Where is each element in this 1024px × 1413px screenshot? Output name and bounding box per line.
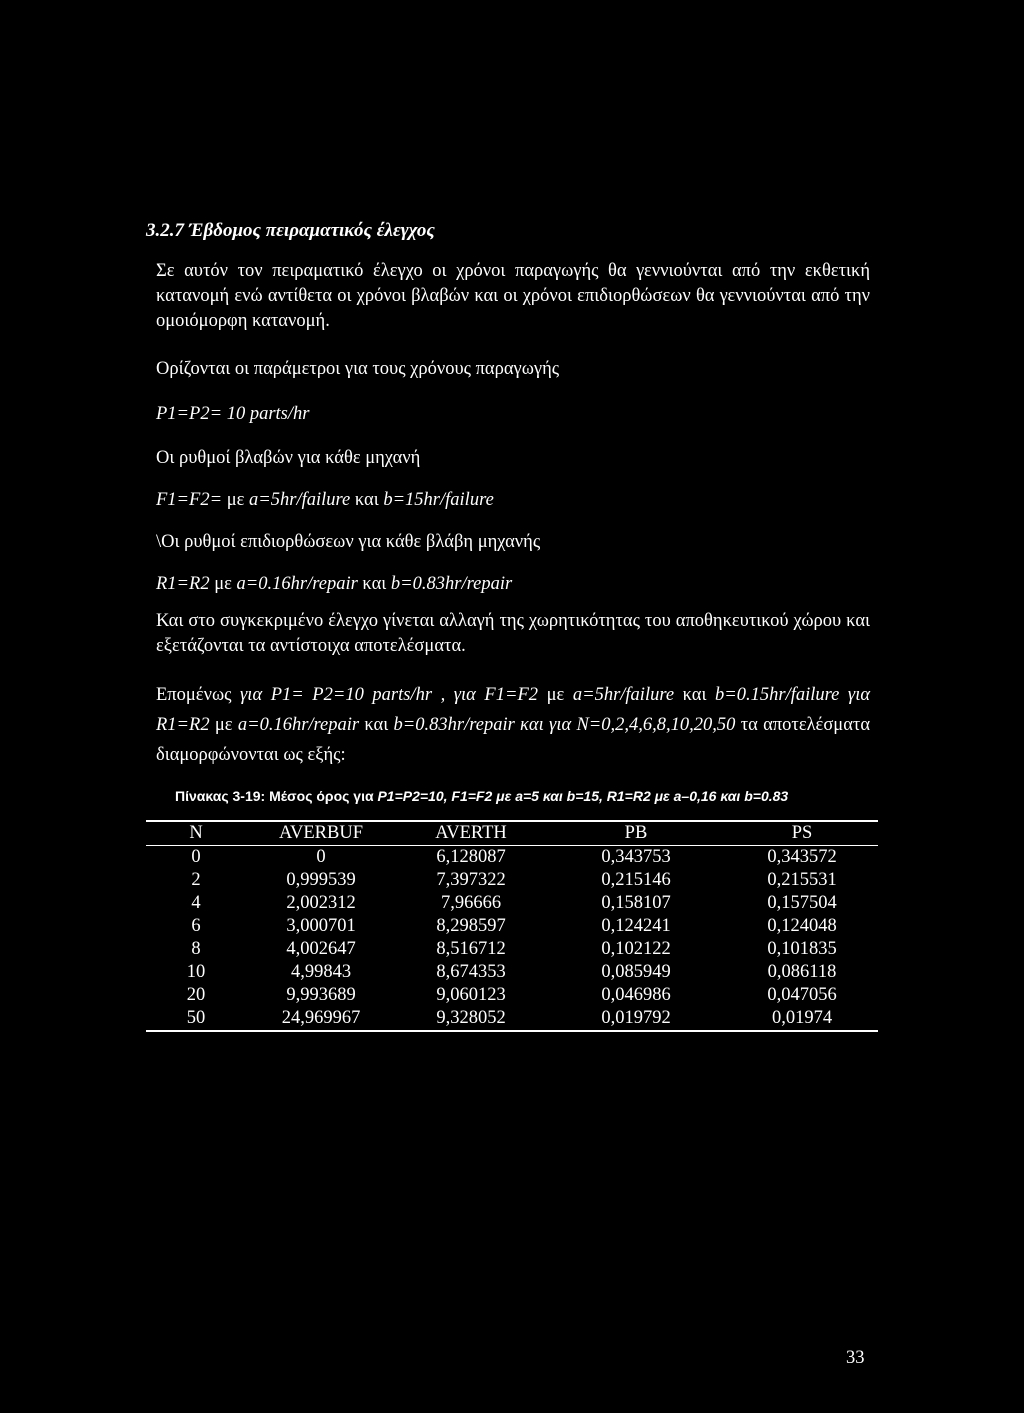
cell-averth: 9,060123 [436, 985, 506, 1005]
cell-averth: 8,516712 [436, 939, 506, 959]
failure-rates-lhs: F1=F2= [156, 490, 223, 510]
cell-pb: 0,046986 [601, 985, 671, 1005]
cell-ps: 0,343572 [767, 847, 837, 867]
cell-n: 2 [191, 870, 201, 890]
cell-ps: 0,124048 [767, 916, 837, 936]
table-row [146, 915, 878, 938]
failure-rates-intro: Οι ρυθμοί βλαβών για κάθε μηχανή [156, 448, 421, 468]
cell-averbuf: 9,993689 [286, 985, 356, 1005]
cell-averbuf: 0 [316, 847, 326, 867]
table-row [146, 938, 878, 961]
table-row [146, 846, 878, 870]
table-row [146, 961, 878, 984]
summary-part-11: b=0.83hr/repair και για N=0,2,4,6,8,10,20,50 [393, 715, 736, 735]
table-row [146, 869, 878, 892]
summary-part-2: για [240, 685, 263, 705]
production-params-intro: Ορίζονται οι παράμετροι για τους χρόνους παραγωγής [156, 359, 560, 379]
cell-ps: 0,086118 [767, 962, 837, 982]
cell-averbuf: 0,999539 [286, 870, 356, 890]
cell-averbuf: 2,002312 [286, 893, 356, 913]
section-heading: 3.2.7 Έβδομος πειραματικός έλεγχος [146, 220, 435, 241]
cell-averth: 8,674353 [436, 962, 506, 982]
repair-rates [156, 574, 512, 595]
repair-rates-me: με [214, 574, 232, 594]
cell-n: 6 [191, 916, 201, 936]
failure-rates-me: με [226, 490, 245, 510]
results-table [146, 820, 878, 1032]
cell-n: 0 [191, 847, 201, 867]
summary-part-1: Επομένως [156, 685, 232, 705]
summary-part-6: και [682, 685, 707, 705]
summary-part-3: P1= P2=10 parts/hr , για F1=F2 [270, 685, 539, 705]
cell-pb: 0,124241 [601, 916, 671, 936]
summary-part-8: με [214, 715, 233, 735]
cell-pb: 0,158107 [601, 893, 671, 913]
table-header-row [146, 821, 878, 846]
cell-ps: 0,101835 [767, 939, 837, 959]
summary-part-4: με [546, 685, 565, 705]
failure-rates-kai: και [354, 490, 379, 510]
cell-averbuf: 4,99843 [290, 962, 352, 982]
header-pb: PB [624, 823, 648, 843]
cell-pb: 0,102122 [601, 939, 671, 959]
repair-rates-a: a=0.16hr/repair [236, 574, 358, 594]
cell-averth: 8,298597 [436, 916, 506, 936]
header-averth: AVERTH [435, 823, 507, 843]
table-row [146, 1007, 878, 1031]
cell-n: 50 [186, 1008, 206, 1028]
repair-rates-b: b=0.83hr/repair [390, 574, 513, 594]
page-number: 33 [846, 1348, 865, 1368]
table-caption-label: Πίνακας 3-19: Μέσος όρος για [175, 788, 374, 804]
cell-averbuf: 4,002647 [286, 939, 356, 959]
cell-pb: 0,215146 [601, 870, 671, 890]
intro-paragraph: Σε αυτόν τον πειραματικό έλεγχο οι χρόνοι παραγωγής θα γεννιούνται από την εκθετική κατανομή ενώ αντίθετα οι χρόνοι βλαβών και οι χρόνοι επιδιορθώσεων θα γεννιούνται από την ομοιόμορφη κατανομή. [156, 261, 870, 331]
storage-paragraph: Και στο συγκεκριμένο έλεγχο γίνεται αλλαγή της χωρητικότητας του αποθηκευτικού χώρου και εξετάζονται τα αντίστοιχα αποτελέσματα. [156, 611, 870, 656]
header-ps: PS [791, 823, 813, 843]
cell-pb: 0,085949 [601, 962, 671, 982]
summary-part-9: a=0.16hr/repair [237, 715, 360, 735]
table-caption-params: P1=P2=10, F1=F2 με a=5 και b=15, R1=R2 με a–0,16 και b=0.83 [377, 788, 789, 804]
cell-averth: 7,397322 [436, 870, 506, 890]
cell-ps: 0,215531 [767, 870, 837, 890]
table-caption [175, 788, 788, 804]
cell-averbuf: 3,000701 [286, 916, 356, 936]
repair-rates-kai: και [362, 574, 387, 594]
summary-paragraph [156, 680, 870, 770]
cell-pb: 0,019792 [601, 1008, 671, 1028]
cell-n: 4 [191, 893, 201, 913]
table-row [146, 984, 878, 1007]
summary-part-5: a=5hr/failure [572, 685, 675, 705]
failure-rates-a: a=5hr/failure [249, 490, 351, 510]
cell-averbuf: 24,969967 [281, 1008, 361, 1028]
summary-part-7: b=0.15hr/failure για R1=R2 [156, 685, 871, 735]
header-averbuf: AVERBUF [279, 823, 363, 843]
summary-part-10: και [364, 715, 389, 735]
cell-ps: 0,047056 [767, 985, 837, 1005]
cell-n: 8 [191, 939, 201, 959]
cell-ps: 0,157504 [767, 893, 837, 913]
cell-n: 20 [186, 985, 206, 1005]
production-params: P1=P2= 10 parts/hr [156, 404, 310, 424]
repair-rates-lhs: R1=R2 [156, 574, 210, 594]
cell-averth: 6,128087 [436, 847, 506, 867]
summary-part-12: τα αποτελέσματα διαμορφώνονται ως εξής: [156, 715, 871, 765]
cell-pb: 0,343753 [601, 847, 671, 867]
cell-averth: 7,96666 [440, 893, 502, 913]
repair-rates-intro: \Οι ρυθμοί επιδιορθώσεων για κάθε βλάβη μηχανής [156, 532, 541, 552]
failure-rates-b: b=15hr/failure [383, 490, 494, 510]
cell-ps: 0,01974 [771, 1008, 833, 1028]
table-row [146, 892, 878, 915]
cell-averth: 9,328052 [436, 1008, 506, 1028]
header-n: N [189, 823, 203, 843]
cell-n: 10 [186, 962, 206, 982]
failure-rates [156, 490, 494, 511]
